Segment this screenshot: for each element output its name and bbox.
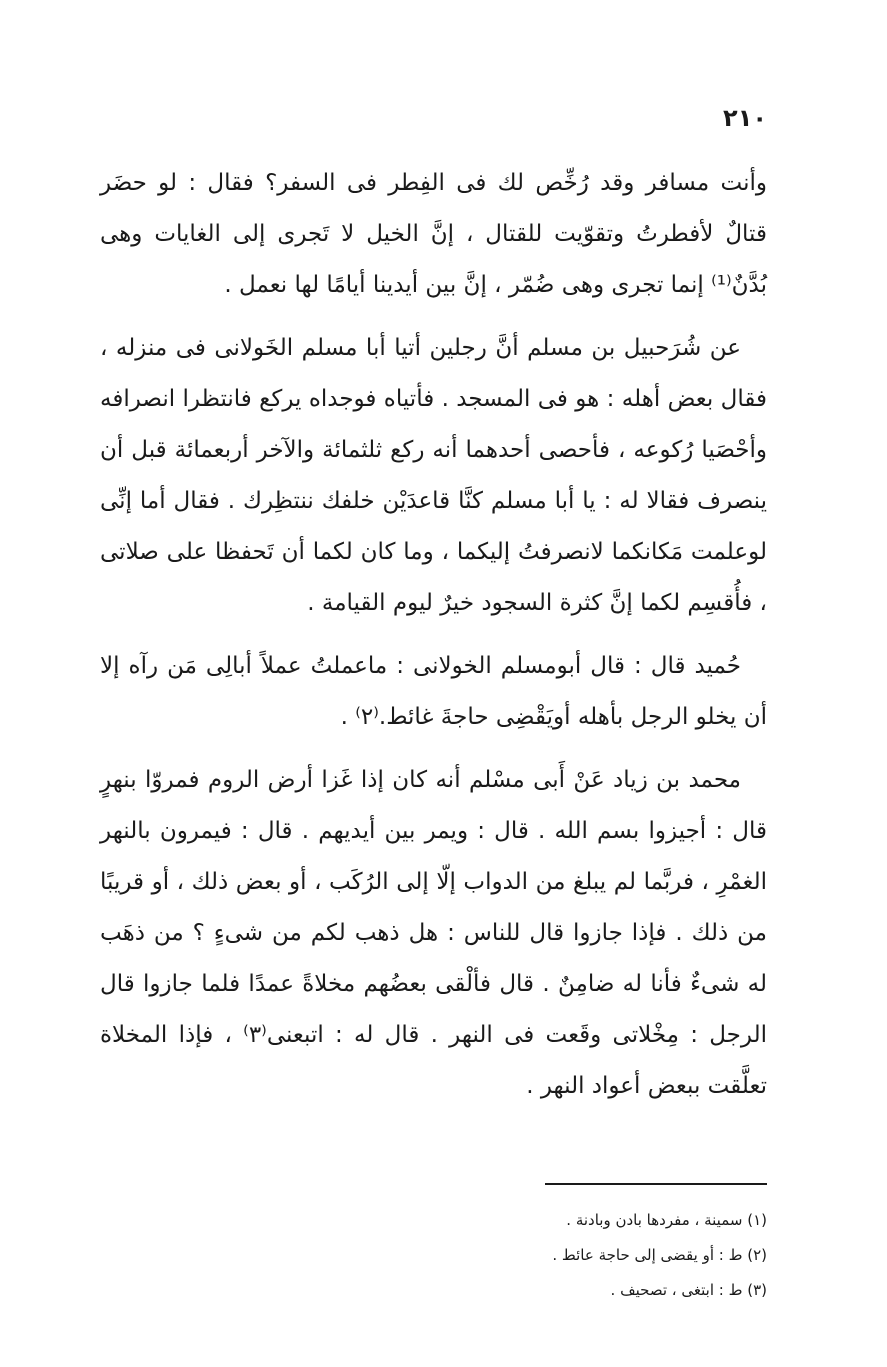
paragraph-4: محمد بن زياد عَنْ أَبى مسْلم أنه كان إذا غَزا أرض الروم فمروّا بنهرٍ قال : أجيزوا بسم الله . قال : ويمر بين أيديهم . قال : فيمرون بالنهر الغمْرِ ، فربَّما لم يبلغ من الدواب إلّا إلى الرُكَب ، أو بعض ذلك ، أو قريبًا من ذلك . فإذا جازوا قال للناس : هل ذهب لكم من شىءٍ ؟ من ذهَب له شىءٌ فأنا له ضامِنٌ . قال فألْقى بعضُهم مخلاةً عمدًا فلما جازوا قال الرجل : مِخْلاتى وقَعت فى النهر . قال له : اتبعنى⁽٣⁾ ، فإذا المخلاة تعلَّقت ببعض أعواد النهر . [100, 767, 767, 1099]
footnote-2: (٢) ط : أو يقضى إلى حاجة عائط . [552, 1246, 767, 1264]
main-text [100, 158, 767, 1124]
paragraph-1: وأنت مسافر وقد رُخِّص لك فى الفِطر فى السفر؟ فقال : لو حضَر قتالٌ لأفطرتُ وتقوّيت للقتال ، إنَّ الخيل لا تَجرى إلى الغايات وهى بُدَّنٌ⁽¹⁾ إنما تجرى وهى ضُمّر ، إنَّ بين أيدينا أيامًا لها نعمل . [100, 170, 767, 298]
page-number: ٢١٠ [723, 104, 767, 132]
footnotes [267, 1203, 767, 1308]
footnote-3: (٣) ط : ابتغى ، تصحيف . [610, 1281, 767, 1299]
paragraph-2: عن شُرَحبيل بن مسلم أنَّ رجلين أتيا أبا مسلم الخَولانى فى منزله ، فقال بعض أهله : هو فى المسجد . فأتياه فوجداه يركع فانتظرا انصرافه وأحْصَيا رُكوعه ، فأحصى أحدهما أنه ركع ثلثمائة والآخر أربعمائة قبل أن ينصرف فقالا له : يا أبا مسلم كنَّا قاعدَيْن خلفك ننتظِرك . فقال أما إنِّى لوعلمت مَكانكما لانصرفتُ إليكما ، وما كان لكما أن تَحفظا على صلاتى ، فأُقسِم لكما إنَّ كثرة السجود خيرٌ ليوم القيامة . [100, 335, 767, 616]
footnote-divider [545, 1183, 767, 1185]
paragraph-3: حُميد قال : قال أبومسلم الخولانى : ماعملتُ عملاً أبالِى مَن رآه إلا أن يخلو الرجل بأهله أويَقْضِى حاجةَ غائط.⁽٢⁾ . [100, 653, 767, 730]
footnote-1: (١) سمينة ، مفردها بادن وبادنة . [566, 1211, 767, 1229]
